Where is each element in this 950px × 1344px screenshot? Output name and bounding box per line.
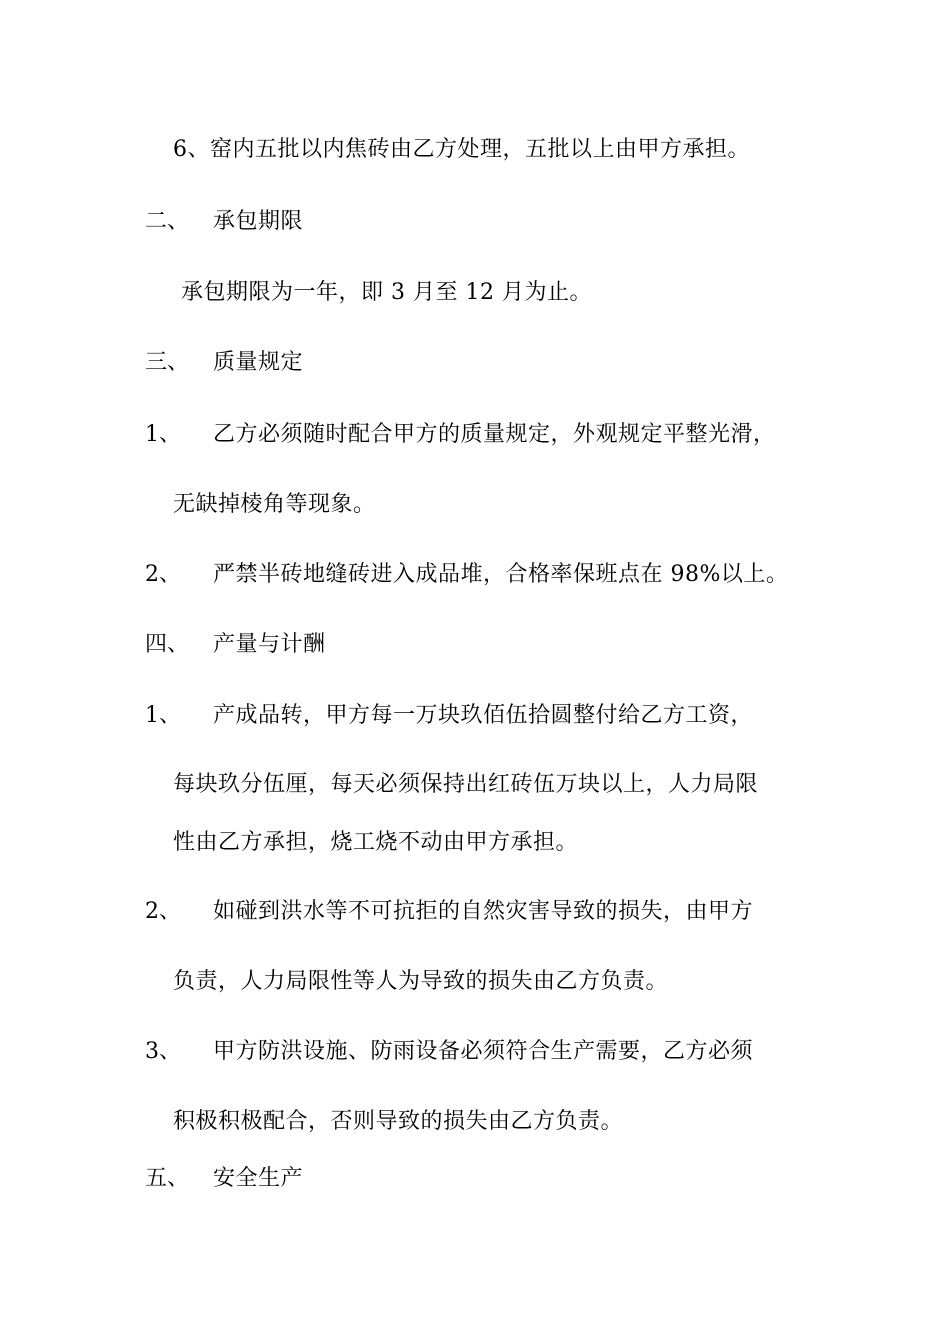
section-3-item-2-number: 2、: [145, 562, 181, 587]
section-4-item-2-number: 2、: [145, 899, 181, 924]
section-4-item-1-line-1: 产成品转，甲方每一万块玖佰伍拾圆整付给乙方工资，: [213, 703, 754, 728]
section-4-item-3-number: 3、: [145, 1039, 181, 1064]
section-4-item-1-line-3: 性由乙方承担，烧工烧不动由甲方承担。: [173, 830, 579, 855]
section-5-title: 安全生产: [213, 1166, 304, 1191]
item-6-text: 6、窑内五批以内焦砖由乙方处理，五批以上由甲方承担。: [173, 137, 750, 162]
section-4-item-1-number: 1、: [145, 703, 181, 728]
section-4-title: 产量与计酬: [213, 632, 326, 657]
section-3-item-1-line-1: 乙方必须随时配合甲方的质量规定，外观规定平整光滑，: [213, 422, 776, 447]
section-3-item-1-number: 1、: [145, 422, 181, 447]
section-3-number: 三、: [145, 350, 190, 375]
section-3-title: 质量规定: [213, 350, 304, 375]
section-2-number: 二、: [145, 209, 190, 234]
section-4-item-1-line-2: 每块玖分伍厘，每天必须保持出红砖伍万块以上，人力局限: [173, 772, 759, 797]
section-4-item-3-line-1: 甲方防洪设施、防雨设备必须符合生产需要，乙方必须: [213, 1039, 754, 1064]
section-4-item-2-line-2: 负责，人力局限性等人为导致的损失由乙方负责。: [173, 969, 669, 994]
section-4-item-3-line-2: 积极积极配合，否则导致的损失由乙方负责。: [173, 1109, 624, 1134]
section-2-title: 承包期限: [213, 209, 304, 234]
section-5-number: 五、: [145, 1166, 190, 1191]
section-3-item-2-line-1: 严禁半砖地缝砖进入成品堆，合格率保班点在 98%以上。: [213, 562, 789, 587]
section-2-text: 承包期限为一年，即 3 月至 12 月为止。: [181, 280, 592, 305]
section-4-number: 四、: [145, 632, 190, 657]
section-3-item-1-line-2: 无缺掉棱角等现象。: [173, 492, 376, 517]
section-4-item-2-line-1: 如碰到洪水等不可抗拒的自然灾害导致的损失，由甲方: [213, 899, 754, 924]
